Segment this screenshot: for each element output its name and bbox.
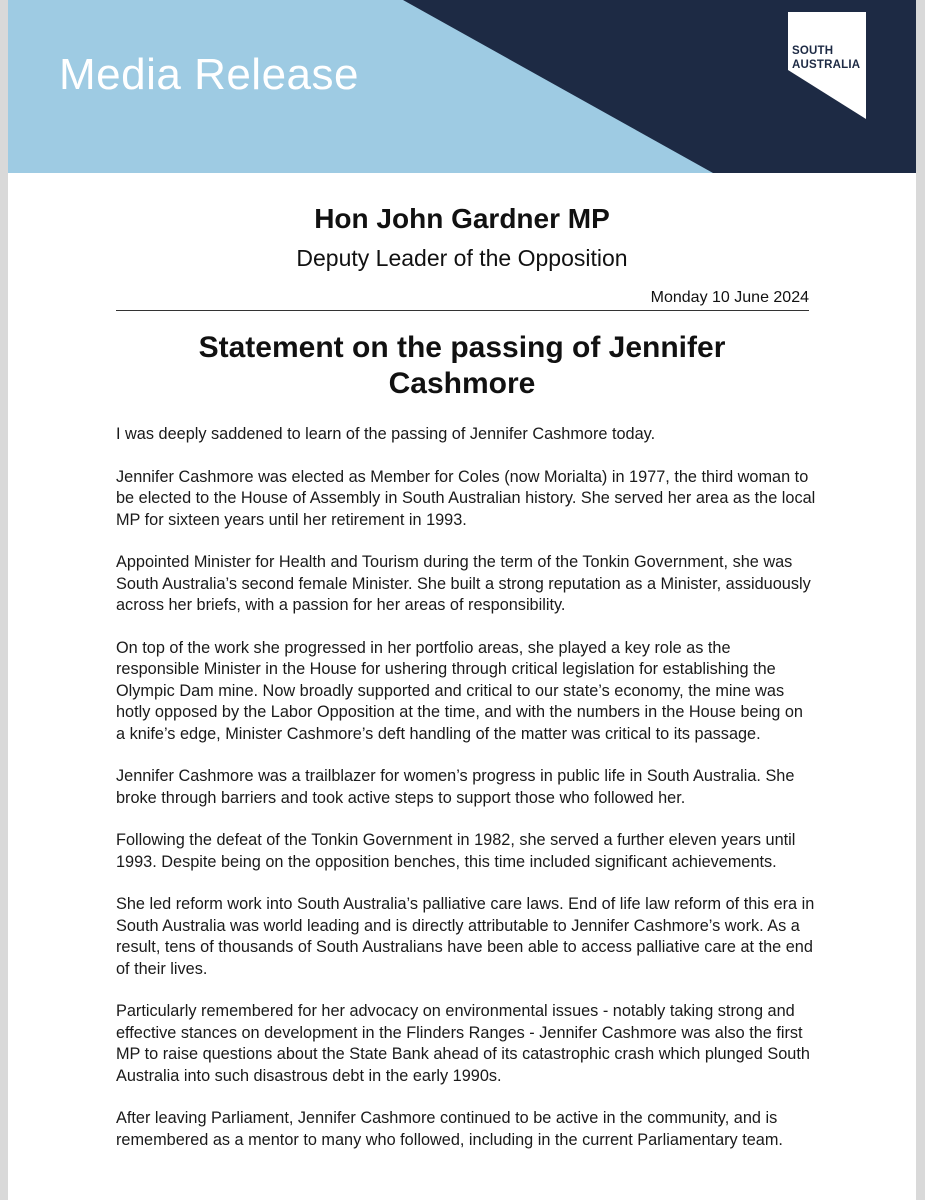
paragraph: After leaving Parliament, Jennifer Cashmore continued to be active in the community, and is remembered as a mentor to many who followed, including in the current Parliamentary team. <box>116 1109 783 1149</box>
release-date: Monday 10 June 2024 <box>650 289 809 306</box>
liberal-sa-logo <box>786 12 876 137</box>
statement-headline: Statement on the passing of Jennifer Cashmore <box>198 331 726 400</box>
mp-name: Hon John Gardner MP <box>314 203 610 234</box>
paragraph: Particularly remembered for her advocacy on environmental issues - notably taking strong and effective stances on development in the Flinders Ranges - Jennifer Cashmore was also the first MP to raise questions about the State Bank ahead of its catastrophic crash which plunged South Australia into such disastrous debt in the early 1990s. <box>116 1002 810 1085</box>
paragraph: Appointed Minister for Health and Tourism during the term of the Tonkin Government, she was South Australia’s second female Minister. She built a strong reputation as a Minister, assiduously across her briefs, with a passion for her areas of responsibility. <box>116 553 811 614</box>
paragraph: On top of the work she progressed in her portfolio areas, she played a key role as the responsible Minister in the House for ushering through critical legislation for establishing the Olympic Dam mine. Now broadly supported and critical to our state’s economy, the mine was hotly opposed by the Labor Opposition at the time, and with the numbers in the House being on a knife’s edge, Minister Cashmore’s deft handling of the matter was critical to its passage. <box>116 638 803 743</box>
media-release-title: Media Release <box>59 50 359 99</box>
media-release-banner <box>8 0 916 173</box>
paragraph: Jennifer Cashmore was elected as Member for Coles (now Morialta) in 1977, the third woman to be elected to the House of Assembly in South Australian history. She served her area as the local MP for sixteen years until her retirement in 1993. <box>116 467 816 529</box>
paragraph: I was deeply saddened to learn of the passing of Jennifer Cashmore today. <box>116 425 656 443</box>
logo-line-australia: AUSTRALIA <box>792 59 861 71</box>
paragraph: She led reform work into South Australia’s palliative care laws. End of life law reform of this era in South Australia was world leading and is directly attributable to Jennifer Cashmore’s work. As a result, tens of thousands of South Australians have been able to access palliative care at the end of their lives. <box>116 895 815 978</box>
document-page <box>8 0 916 1200</box>
paragraph: Jennifer Cashmore was a trailblazer for women’s progress in public life in South Australia. She broke through barriers and took active steps to support those who followed her. <box>116 767 795 807</box>
statement-body <box>116 424 816 1172</box>
paragraph: Following the defeat of the Tonkin Government in 1982, she served a further eleven years until 1993. Despite being on the opposition benches, this time included significant achievements. <box>116 831 796 871</box>
mp-role: Deputy Leader of the Opposition <box>296 245 628 271</box>
logo-line-south: SOUTH <box>792 45 834 57</box>
divider-rule <box>116 310 809 311</box>
